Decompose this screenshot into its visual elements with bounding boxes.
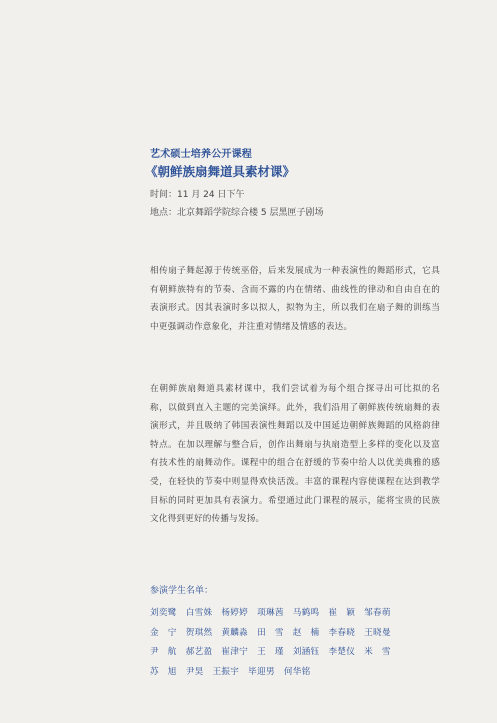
student-name: 白雪姝 (185, 608, 213, 618)
roster-row (150, 639, 450, 659)
student-name: 刘涵钰 (292, 647, 320, 657)
student-name: 金 宁 (150, 627, 177, 638)
student-name: 尹昊 (185, 666, 204, 677)
student-name: 何华铭 (283, 666, 311, 677)
intro-paragraph: 相传扇子舞起源于传统巫俗，后来发展成为一种表演性的舞蹈形式，它具有朝鲜族特有的节奏、含而不露的内在情绪、曲线性的律动和自由自在的表演形式。因其表演时多以拟人，拟物为主，所以我们在扇子舞的训练当中更强调动作意象化，并注重对情绪及情感的表达。 (150, 266, 440, 332)
course-place: 地点：北京舞蹈学院综合楼 5 层黑匣子剧场 (150, 208, 324, 218)
roster-row (150, 600, 450, 620)
student-name: 崔 颖 (328, 608, 356, 618)
course-subtitle: 艺术硕士培养公开课程 (150, 149, 252, 160)
student-name: 米 雪 (364, 647, 391, 657)
student-name: 田 雪 (257, 627, 284, 638)
student-name: 王晓曼 (364, 627, 391, 638)
student-name: 项琳茜 (257, 608, 284, 618)
student-list-heading: 参演学生名单： (150, 586, 214, 596)
student-name: 马鹤鸣 (292, 608, 320, 618)
student-name: 刘奕鹭 (150, 608, 177, 618)
student-name: 尹 航 (150, 647, 177, 657)
student-name: 郝艺盈 (185, 647, 213, 657)
student-name: 杨婷婷 (221, 608, 249, 618)
student-roster (150, 600, 450, 678)
student-name: 苏 旭 (150, 666, 177, 677)
student-name: 王 瑾 (257, 647, 284, 657)
description-paragraph: 在朝鲜族扇舞道具素材课中，我们尝试着为每个组合探寻出可比拟的名称，以做到直入主题的完美演绎。此外，我们沿用了朝鲜族传统扇舞的表演形式，并且吸纳了韩国表演性舞蹈以及中国延边朝鲜族舞蹈的风格韵律特点。在加以理解与整合后，创作出舞扇与执扇造型上多样的变化以及富有技术性的扇舞动作。课程中的组合在舒缓的节奏中给人以优美典雅的感受，在轻快的节奏中则显得欢快活泼。丰富的课程内容使课程在达到教学目标的同时更加具有表演力。希望通过此门课程的展示，能将宝贵的民族文化得到更好的传播与发扬。 (150, 384, 440, 525)
student-name: 王振宇 (212, 666, 240, 677)
student-name: 贺琪然 (185, 627, 213, 638)
student-name: 毕迎男 (248, 666, 275, 677)
student-name: 李楚仪 (328, 647, 356, 657)
student-name: 赵 楠 (292, 627, 320, 638)
course-time: 时间：11 月 24 日下午 (150, 190, 245, 200)
student-name: 崔津宁 (221, 647, 249, 657)
roster-row (150, 620, 450, 640)
roster-row (150, 659, 450, 679)
student-name: 邹春萌 (364, 608, 391, 618)
student-name: 黄麟淼 (221, 627, 249, 638)
course-title: 《朝鲜族扇舞道具素材课》 (145, 164, 296, 179)
student-name: 李春晓 (328, 627, 356, 638)
